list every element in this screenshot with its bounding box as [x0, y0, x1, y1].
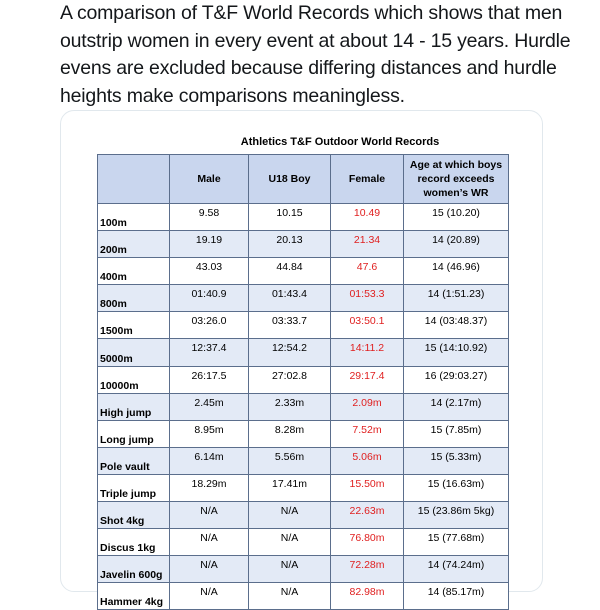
cell-event: Discus 1kg — [98, 529, 170, 556]
cell-event: 400m — [98, 258, 170, 285]
cell-male: 19.19 — [170, 231, 249, 258]
cell-male: 03:26.0 — [170, 312, 249, 339]
cell-event: 200m — [98, 231, 170, 258]
cell-u18: 27:02.8 — [249, 366, 331, 393]
cell-u18: 17.41m — [249, 474, 331, 501]
cell-age: 16 (29:03.27) — [404, 366, 509, 393]
table-row — [98, 339, 509, 366]
cell-male: N/A — [170, 502, 249, 529]
cell-age: 15 (7.85m) — [404, 420, 509, 447]
cell-event: 100m — [98, 204, 170, 231]
cell-female: 15.50m — [331, 474, 404, 501]
cell-age: 14 (2.17m) — [404, 393, 509, 420]
cell-event: High jump — [98, 393, 170, 420]
cell-event: Shot 4kg — [98, 502, 170, 529]
cell-event: Long jump — [98, 420, 170, 447]
cell-u18: 01:43.4 — [249, 285, 331, 312]
cell-age: 15 (23.86m 5kg) — [404, 502, 509, 529]
cell-age: 15 (10.20) — [404, 204, 509, 231]
cell-u18: N/A — [249, 583, 331, 610]
post-text: A comparison of T&F World Records which shows that men outstrip women in every event at about 14 - 15 years. Hurdle evens are excluded because differing distances and hurdle heights make comparisons meaningless. — [60, 2, 571, 107]
cell-female: 10.49 — [331, 204, 404, 231]
table-row — [98, 258, 509, 285]
cell-age: 14 (03:48.37) — [404, 312, 509, 339]
cell-female: 03:50.1 — [331, 312, 404, 339]
cell-u18: 2.33m — [249, 393, 331, 420]
table-row — [98, 420, 509, 447]
cell-male: 8.95m — [170, 420, 249, 447]
table-row — [98, 502, 509, 529]
cell-female: 7.52m — [331, 420, 404, 447]
cell-u18: N/A — [249, 502, 331, 529]
cell-age: 14 (74.24m) — [404, 556, 509, 583]
cell-event: 10000m — [98, 366, 170, 393]
cell-male: 6.14m — [170, 447, 249, 474]
cell-male: 2.45m — [170, 393, 249, 420]
cell-age: 15 (5.33m) — [404, 447, 509, 474]
cell-age: 14 (1:51.23) — [404, 285, 509, 312]
cell-male: N/A — [170, 529, 249, 556]
cell-age: 15 (77.68m) — [404, 529, 509, 556]
cell-u18: 03:33.7 — [249, 312, 331, 339]
header-female: Female — [331, 155, 404, 204]
cell-female: 72.28m — [331, 556, 404, 583]
cell-event: Triple jump — [98, 474, 170, 501]
cell-age: 15 (14:10.92) — [404, 339, 509, 366]
cell-age: 14 (46.96) — [404, 258, 509, 285]
cell-female: 47.6 — [331, 258, 404, 285]
cell-u18: 8.28m — [249, 420, 331, 447]
table-row — [98, 204, 509, 231]
table-header-row — [98, 155, 509, 204]
cell-female: 01:53.3 — [331, 285, 404, 312]
cell-u18: N/A — [249, 556, 331, 583]
cell-event: 5000m — [98, 339, 170, 366]
cell-event: Pole vault — [98, 447, 170, 474]
cell-male: N/A — [170, 583, 249, 610]
table-row — [98, 474, 509, 501]
cell-male: N/A — [170, 556, 249, 583]
cell-male: 01:40.9 — [170, 285, 249, 312]
cell-female: 2.09m — [331, 393, 404, 420]
header-event — [98, 155, 170, 204]
header-male: Male — [170, 155, 249, 204]
cell-age: 15 (16.63m) — [404, 474, 509, 501]
cell-male: 26:17.5 — [170, 366, 249, 393]
table-row — [98, 583, 509, 610]
records-table — [97, 154, 509, 610]
table-row — [98, 312, 509, 339]
cell-u18: 12:54.2 — [249, 339, 331, 366]
cell-event: 1500m — [98, 312, 170, 339]
cell-age: 14 (85.17m) — [404, 583, 509, 610]
cell-female: 14:11.2 — [331, 339, 404, 366]
cell-event: 800m — [98, 285, 170, 312]
cell-u18: N/A — [249, 529, 331, 556]
cell-female: 29:17.4 — [331, 366, 404, 393]
cell-event: Javelin 600g — [98, 556, 170, 583]
table-row — [98, 285, 509, 312]
cell-female: 82.98m — [331, 583, 404, 610]
cell-age: 14 (20.89) — [404, 231, 509, 258]
cell-male: 12:37.4 — [170, 339, 249, 366]
table-title: Athletics T&F Outdoor World Records — [240, 136, 440, 148]
table-row — [98, 447, 509, 474]
cell-male: 43.03 — [170, 258, 249, 285]
cell-u18: 20.13 — [249, 231, 331, 258]
header-u18-boy: U18 Boy — [249, 155, 331, 204]
cell-female: 5.06m — [331, 447, 404, 474]
cell-female: 76.80m — [331, 529, 404, 556]
cell-male: 18.29m — [170, 474, 249, 501]
header-age: Age at which boys record exceeds women’s WR — [404, 155, 509, 204]
table-row — [98, 231, 509, 258]
cell-event: Hammer 4kg — [98, 583, 170, 610]
cell-u18: 5.56m — [249, 447, 331, 474]
table-row — [98, 366, 509, 393]
cell-male: 9.58 — [170, 204, 249, 231]
cell-female: 22.63m — [331, 502, 404, 529]
table-row — [98, 393, 509, 420]
cell-female: 21.34 — [331, 231, 404, 258]
table-row — [98, 529, 509, 556]
cell-u18: 44.84 — [249, 258, 331, 285]
cell-u18: 10.15 — [249, 204, 331, 231]
